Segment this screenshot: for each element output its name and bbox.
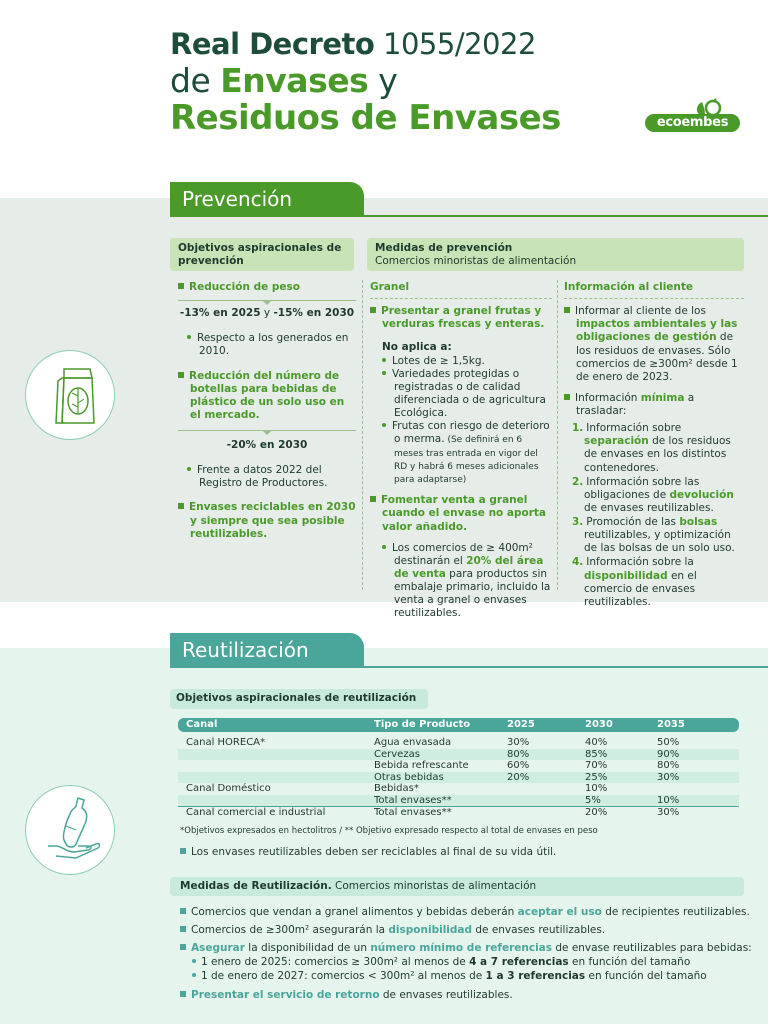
list-item: 2. Información sobre las obligaciones de devolución de envases reutilizables. (572, 475, 734, 514)
presentar-granel: Presentar a granel frutas y verduras frescas y enteras. (370, 305, 552, 331)
table-footnote: *Objetivos expresados en hectolitros / ** Objetivo expresado respecto al total de envases en peso (180, 826, 598, 836)
info-minima: Información mínima a trasladar: (564, 392, 744, 418)
table-row: Otras bebidas 20% 25% 30% (178, 772, 739, 784)
medida-item: Presentar el servicio de retorno de envases reutilizables. (180, 989, 513, 1002)
medida-item: Comercios de ≥300m² asegurarán la disponibilidad de envases reutilizables. (180, 924, 605, 937)
title-line-3: Residuos de Envases (170, 98, 561, 138)
table-row: Total envases** 5% 10% (178, 795, 739, 807)
objetivos-column (178, 281, 356, 541)
informar-cliente: Informar al cliente de los impactos ambientales y las obligaciones de gestión de los residuos de envases. Sólo comercios de ≥300m² desde 1 de enero de 2023. (564, 305, 744, 384)
medida-item: Asegurar la disponibilidad de un número mínimo de referencias de envase reutilizables para bebidas: (180, 942, 752, 955)
medidas-prevencion-header (367, 238, 744, 271)
title-line-2: de Envases y (170, 61, 398, 100)
leaf-bag-icon (26, 351, 116, 441)
ecoembes-logo (645, 98, 740, 134)
list-item: 1. Información sobre separación de los residuos de envases en los distintos contenedores. (572, 422, 731, 474)
list-item: Los comercios de ≥ 400m² destinarán el 20% del área de venta para productos sin embalaje primario, incluido la venta a granel o envases reutilizables. (370, 542, 552, 621)
reciclables-note: Los envases reutilizables deben ser reciclables al final de su vida útil. (180, 846, 556, 859)
divider (170, 666, 768, 668)
section-tab-prevencion: Prevención (170, 182, 364, 216)
column-divider (557, 280, 558, 590)
target-botellas: -20% en 2030 (226, 439, 308, 451)
medidas-reutilizacion-header: Medidas de Reutilización. Comercios minoristas de alimentación (170, 877, 744, 896)
informacion-title: Información al cliente (564, 281, 694, 293)
medidas-subtitle: Comercios minoristas de alimentación (375, 255, 577, 268)
target-peso: -13% en 2025 y -15% en 2030 (179, 307, 355, 320)
list-item: Respecto a los generados en 2010. (178, 332, 356, 358)
medida-subitem: 1 de enero de 2027: comercios < 300m² al menos de 1 a 3 referencias en función del tamaño (192, 970, 707, 983)
list-item: Lotes de ≥ 1,5kg. (370, 355, 552, 368)
medida-item: Comercios que vendan a granel alimentos y bebidas deberán aceptar el uso de recipientes reutilizables. (180, 906, 750, 919)
list-item: Variedades protegidas o registradas o de calidad diferenciada o de agricultura Ecológica. (370, 368, 552, 421)
granel-title: Granel (370, 281, 410, 293)
medida-subitem: 1 enero de 2025: comercios ≥ 300m² al menos de 4 a 7 referencias en función del tamaño (192, 956, 690, 969)
table-row: Bebida refrescante 60% 70% 80% (374, 760, 680, 771)
reduccion-botellas: Reducción del número de botellas para bebidas de plástico de un solo uso en el mercado. (178, 370, 356, 423)
section-tab-reutilizacion: Reutilización (170, 633, 364, 667)
table-row: Canal HORECA* Agua envasada 30% 40% 50% (186, 737, 680, 748)
informacion-column (564, 281, 744, 609)
title-line-1: Real Decreto 1055/2022 (170, 27, 536, 61)
granel-column (370, 281, 552, 620)
envases-reciclables: Envases reciclables en 2030 y siempre que sea posible reutilizables. (178, 501, 356, 540)
bag-illustration (25, 350, 115, 440)
info-list (572, 422, 744, 609)
table-row: Canal comercial e industrial Total envases** 20% 30% (186, 807, 680, 818)
reduccion-peso: Reducción de peso (178, 281, 356, 294)
table-header: Canal Tipo de Producto 2025 2030 2035 (178, 718, 739, 732)
no-aplica: No aplica a: (382, 341, 452, 354)
list-item: Frente a datos 2022 del Registro de Productores. (178, 464, 356, 490)
objetivos-reutilizacion-header: Objetivos aspiracionales de reutilización (170, 689, 428, 709)
objetivos-prevencion-header: Objetivos aspiracionales de prevención (170, 238, 354, 271)
table-row: Cervezas 80% 85% 90% (178, 749, 739, 761)
list-item: Frutas con riesgo de deterioro o merma. (Se definirá en 6 meses tras entrada en vigor del RD y habrá 6 meses adicionales para adaptarse) (370, 420, 552, 486)
fomentar-granel: Fomentar venta a granel cuando el envase no aporta valor añadido. (370, 494, 552, 533)
column-divider (362, 280, 363, 590)
bottle-hand-icon (26, 786, 116, 876)
bottle-illustration (25, 785, 115, 875)
medidas-title: Medidas de prevención (375, 242, 513, 254)
list-item: 3. Promoción de las bolsas reutilizables, y optimización de las bolsas de un solo uso. (572, 516, 735, 555)
divider (170, 215, 768, 217)
table-row: Canal Doméstico Bebidas* 10% (186, 783, 608, 794)
list-item: 4. Información sobre la disponibilidad en el comercio de envases reutilizables. (572, 556, 697, 608)
logo-word: ecoembes (645, 114, 740, 132)
